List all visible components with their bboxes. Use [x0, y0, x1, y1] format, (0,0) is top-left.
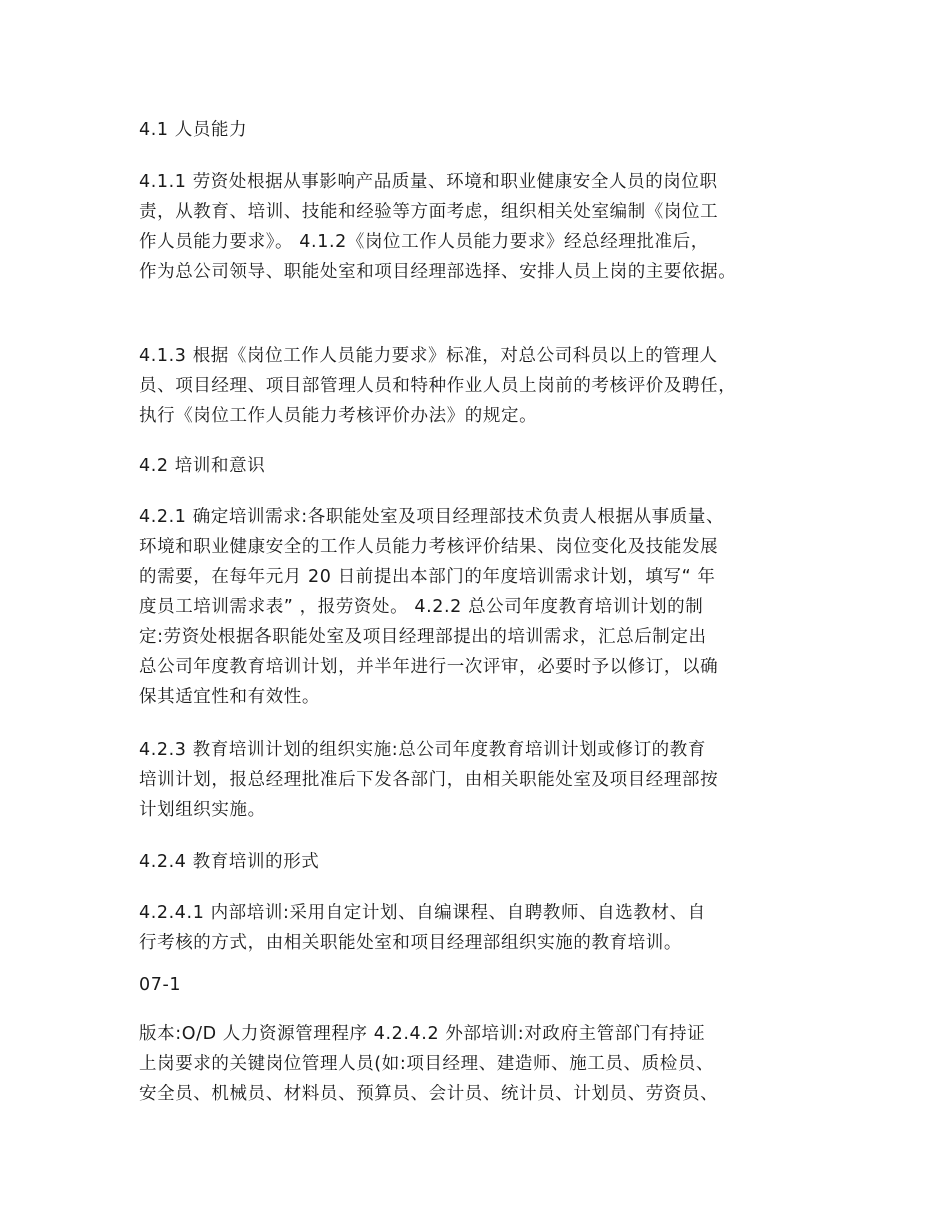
- paragraph-line: 计划组织实施。: [139, 800, 266, 820]
- paragraph-line: 作人员能力要求》。 4.1.2《岗位工作人员能力要求》经总经理批准后，: [139, 232, 709, 252]
- page-marker: [139, 970, 839, 1000]
- paragraph-4-2-1: [139, 502, 839, 712]
- paragraph-line: 执行《岗位工作人员能力考核评价办法》的规定。: [139, 406, 538, 426]
- paragraph-line: 定:劳资处根据各职能处室及项目经理部提出的培训需求，汇总后制定出: [139, 627, 707, 647]
- paragraph-line: 4.2.3 教育培训计划的组织实施:总公司年度教育培训计划或修订的教育: [139, 740, 706, 760]
- paragraph-line: 行考核的方式，由相关职能处室和项目经理部组织实施的教育培训。: [139, 933, 682, 953]
- paragraph-line: 4.1.1 劳资处根据从事影响产品质量、环境和职业健康安全人员的岗位职: [139, 172, 718, 192]
- heading-4-2: [139, 451, 839, 481]
- heading-text: 4.2 培训和意识: [139, 456, 266, 476]
- paragraph-line: 4.1.3 根据《岗位工作人员能力要求》标准，对总公司科员以上的管理人: [139, 346, 718, 366]
- heading-4-1: [139, 115, 839, 145]
- heading-text: 4.1 人员能力: [139, 120, 248, 140]
- paragraph-line: 安全员、机械员、材料员、预算员、会计员、统计员、计划员、劳资员、: [139, 1084, 719, 1104]
- paragraph-line: 培训计划，报总经理批准后下发各部门，由相关职能处室及项目经理部按: [139, 770, 719, 790]
- paragraph-line: 保其适宜性和有效性。: [139, 687, 320, 707]
- paragraph-line: 版本:O/D 人力资源管理程序 4.2.4.2 外部培训:对政府主管部门有持证: [139, 1024, 706, 1044]
- paragraph-line: 4.2.1 确定培训需求:各职能处室及项目经理部技术负责人根据从事质量、: [139, 507, 725, 527]
- heading-4-2-4: [139, 847, 839, 877]
- paragraph-line: 员、项目经理、项目部管理人员和特种作业人员上岗前的考核评价及聘任，: [139, 376, 737, 396]
- paragraph-line: 4.2.4.1 内部培训:采用自定计划、自编课程、自聘教师、自选教材、自: [139, 903, 706, 923]
- paragraph-4-1-1: [139, 167, 839, 287]
- paragraph-4-1-3: [139, 341, 839, 431]
- paragraph-4-2-4-1: [139, 898, 839, 958]
- paragraph-4-2-4-2: [139, 1019, 839, 1109]
- paragraph-line: 责，从教育、培训、技能和经验等方面考虑，组织相关处室编制《岗位工: [139, 202, 719, 222]
- paragraph-line: 总公司年度教育培训计划，并半年进行一次评审，必要时予以修订，以确: [139, 657, 719, 677]
- paragraph-4-2-3: [139, 735, 839, 825]
- paragraph-line: 度员工培训需求表” ，报劳资处。 4.2.2 总公司年度教育培训计划的制: [139, 597, 704, 617]
- paragraph-line: 作为总公司领导、职能处室和项目经理部选择、安排人员上岗的主要依据。: [139, 262, 737, 282]
- heading-text: 4.2.4 教育培训的形式: [139, 852, 320, 872]
- paragraph-line: 的需要，在每年元月 20 日前提出本部门的年度培训需求计划，填写“ 年: [139, 567, 716, 587]
- paragraph-line: 环境和职业健康安全的工作人员能力考核评价结果、岗位变化及技能发展: [139, 537, 719, 557]
- paragraph-line: 上岗要求的关键岗位管理人员(如:项目经理、建造师、施工员、质检员、: [139, 1054, 715, 1074]
- page-marker-text: 07-1: [139, 975, 182, 995]
